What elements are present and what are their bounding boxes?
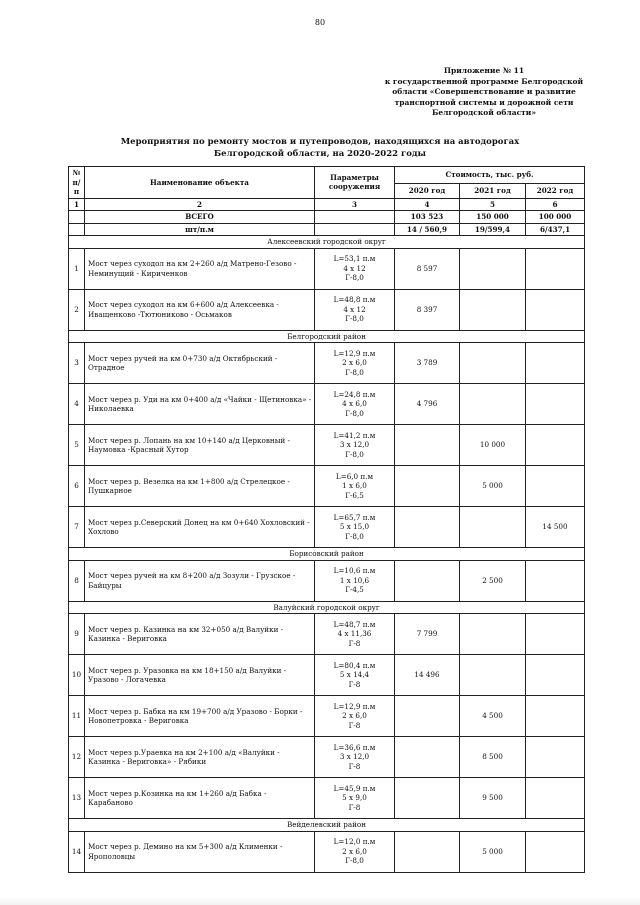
param-line: 2 x 6,0 bbox=[342, 846, 367, 856]
cost-2020 bbox=[395, 466, 460, 507]
object-params bbox=[315, 614, 395, 655]
row-number: 7 bbox=[69, 507, 85, 548]
document-title-line: Белгородской области, на 2020-2022 годы bbox=[213, 149, 427, 159]
table-row bbox=[69, 696, 585, 737]
table-row bbox=[69, 831, 585, 872]
table-row bbox=[69, 614, 585, 655]
bridges-repair-table bbox=[68, 166, 585, 873]
cost-2022 bbox=[526, 425, 585, 466]
param-line: 2 x 6,0 bbox=[342, 711, 367, 721]
cost-2021 bbox=[460, 343, 526, 384]
row-number: 4 bbox=[69, 384, 85, 425]
cost-2022 bbox=[526, 778, 585, 819]
param-line: L=12,9 п.м bbox=[333, 701, 376, 711]
cost-2020: 14 496 bbox=[395, 655, 460, 696]
table-row bbox=[69, 737, 585, 778]
object-name: Мост через р.Северский Донец на км 0+640 Хохловский - Хохлово bbox=[85, 507, 315, 548]
param-line: 5 x 14,4 bbox=[339, 670, 370, 680]
row-number: 8 bbox=[69, 560, 85, 601]
cost-2020: 4 796 bbox=[395, 384, 460, 425]
col-number: 6 bbox=[526, 198, 585, 211]
param-line: L=12,0 п.м bbox=[333, 837, 376, 847]
cost-2021: 5 000 bbox=[460, 466, 526, 507]
object-params bbox=[315, 507, 395, 548]
param-line: L=41,2 п.м bbox=[333, 430, 376, 440]
table-row bbox=[69, 425, 585, 466]
cost-2020: 8 597 bbox=[395, 248, 460, 289]
appendix-header bbox=[384, 66, 584, 119]
object-params bbox=[315, 655, 395, 696]
appendix-line: Белгородской области» bbox=[431, 108, 537, 117]
param-line: L=12,9 п.м bbox=[333, 348, 376, 358]
total-2021: 150 000 bbox=[460, 211, 526, 224]
object-name: Мост через ручей на км 8+200 а/д Зозули - Грузское - Байцуры bbox=[85, 560, 315, 601]
section-row bbox=[69, 601, 585, 614]
param-line: Г-8 bbox=[348, 638, 361, 648]
table-row bbox=[69, 655, 585, 696]
total-2022: 100 000 bbox=[526, 211, 585, 224]
cost-2022 bbox=[526, 614, 585, 655]
object-name: Мост через р. Казинка на км 32+050 а/д Валуйки - Казинка - Вериговка bbox=[85, 614, 315, 655]
appendix-line: к государственной программе Белгородской bbox=[384, 76, 584, 86]
object-name: Мост через р. Демино на км 5+300 а/д Клименки - Ярополовцы bbox=[85, 831, 315, 872]
param-line: 3 x 12,0 bbox=[339, 752, 370, 762]
section-title: Белгородский район bbox=[69, 330, 585, 343]
cost-2022 bbox=[526, 248, 585, 289]
row-number: 13 bbox=[69, 778, 85, 819]
col-number: 4 bbox=[395, 198, 460, 211]
cost-2022 bbox=[526, 343, 585, 384]
header-2021: 2021 год bbox=[460, 183, 526, 198]
cost-2021: 4 500 bbox=[460, 696, 526, 737]
header-cost: Стоимость, тыс. руб. bbox=[395, 167, 585, 184]
appendix-line: области «Совершенствование и развитие bbox=[392, 87, 576, 96]
param-line: 4 x 11,36 bbox=[337, 629, 372, 639]
param-line: 1 x 10,6 bbox=[339, 575, 370, 585]
cost-2021 bbox=[460, 289, 526, 330]
section-title: Алексеевский городской округ bbox=[69, 236, 585, 249]
param-line: Г-8,0 bbox=[345, 856, 364, 866]
col-number: 1 bbox=[69, 198, 85, 211]
param-line: L=45,9 п.м bbox=[333, 783, 376, 793]
cost-2021 bbox=[460, 248, 526, 289]
scan-edge bbox=[0, 897, 640, 905]
cost-2020: 3 789 bbox=[395, 343, 460, 384]
section-row bbox=[69, 236, 585, 249]
param-line: Г-8 bbox=[348, 679, 361, 689]
param-line: L=36,6 п.м bbox=[333, 742, 376, 752]
row-number: 11 bbox=[69, 696, 85, 737]
cost-2022 bbox=[526, 831, 585, 872]
param-line: L=10,6 п.м bbox=[333, 566, 376, 576]
document-title-line: Мероприятия по ремонту мостов и путепроводов, находящихся на автодорогах bbox=[120, 137, 520, 147]
row-number: 6 bbox=[69, 466, 85, 507]
param-line: L=65,7 п.м bbox=[333, 512, 376, 522]
section-title: Вейделевский район bbox=[69, 819, 585, 832]
cost-2021: 8 500 bbox=[460, 737, 526, 778]
cost-2020 bbox=[395, 560, 460, 601]
row-number: 9 bbox=[69, 614, 85, 655]
object-name: Мост через р. Лопань на км 10+140 а/д Церковный - Наумовка -Красный Хутор bbox=[85, 425, 315, 466]
cost-2022: 14 500 bbox=[526, 507, 585, 548]
object-name: Мост через р. Уди на км 0+400 а/д «Чайки - Щетиновка» - Николаевка bbox=[85, 384, 315, 425]
page-number: 80 bbox=[314, 18, 326, 27]
units-2022: 6/437,1 bbox=[526, 223, 585, 236]
param-line: 3 x 12,0 bbox=[339, 440, 370, 450]
param-line: Г-8,0 bbox=[345, 273, 364, 283]
total-label: ВСЕГО bbox=[85, 211, 315, 224]
header-name: Наименование объекта bbox=[85, 167, 315, 199]
param-line: L=6,0 п.м bbox=[335, 471, 374, 481]
param-line: 4 x 12 bbox=[343, 304, 366, 314]
cost-2022 bbox=[526, 696, 585, 737]
units-2021: 19/599,4 bbox=[460, 223, 526, 236]
col-number: 2 bbox=[85, 198, 315, 211]
param-line: 1 x 6,0 bbox=[342, 481, 367, 491]
table-row bbox=[69, 507, 585, 548]
header-2020: 2020 год bbox=[395, 183, 460, 198]
cost-2021: 9 500 bbox=[460, 778, 526, 819]
cost-2020 bbox=[395, 696, 460, 737]
object-params bbox=[315, 343, 395, 384]
param-line: L=48,8 п.м bbox=[333, 295, 376, 305]
param-line: Г-8,0 bbox=[345, 314, 364, 324]
cost-2021 bbox=[460, 384, 526, 425]
document-title bbox=[0, 136, 640, 160]
object-name: Мост через суходол на км 6+600 а/д Алексеевка - Иващенково -Тютюниково - Осьмаков bbox=[85, 289, 315, 330]
object-params bbox=[315, 696, 395, 737]
row-number: 1 bbox=[69, 248, 85, 289]
param-line: L=48,7 п.м bbox=[333, 619, 376, 629]
cost-2020 bbox=[395, 737, 460, 778]
table-row bbox=[69, 384, 585, 425]
cost-2021 bbox=[460, 655, 526, 696]
object-name: Мост через ручей на км 0+730 а/д Октябрьский - Отрадное bbox=[85, 343, 315, 384]
param-line: 5 x 15,0 bbox=[339, 522, 370, 532]
section-row bbox=[69, 548, 585, 561]
units-2020: 14 / 560,9 bbox=[395, 223, 460, 236]
cost-2020 bbox=[395, 507, 460, 548]
header-num: № п/п bbox=[69, 167, 85, 199]
row-number: 14 bbox=[69, 831, 85, 872]
cost-2021: 5 000 bbox=[460, 831, 526, 872]
row-number: 5 bbox=[69, 425, 85, 466]
object-params bbox=[315, 289, 395, 330]
total-row bbox=[69, 211, 585, 224]
section-row bbox=[69, 819, 585, 832]
cost-2022 bbox=[526, 560, 585, 601]
units-row bbox=[69, 223, 585, 236]
row-number: 10 bbox=[69, 655, 85, 696]
object-params bbox=[315, 560, 395, 601]
table-row bbox=[69, 248, 585, 289]
table-row bbox=[69, 466, 585, 507]
cost-2022 bbox=[526, 384, 585, 425]
cost-2020 bbox=[395, 425, 460, 466]
param-line: Г-8,0 bbox=[345, 408, 364, 418]
total-2020: 103 523 bbox=[395, 211, 460, 224]
header-params: Параметры сооружения bbox=[315, 167, 395, 199]
param-line: Г-8,0 bbox=[345, 531, 364, 541]
param-line: 4 x 6,0 bbox=[342, 399, 367, 409]
param-line: 2 x 6,0 bbox=[342, 358, 367, 368]
table-row bbox=[69, 560, 585, 601]
param-line: Г-8 bbox=[348, 802, 361, 812]
table-row bbox=[69, 289, 585, 330]
object-name: Мост через р.Ураевка на км 2+100 а/д «Валуйки - Казинка - Вериговка» - Рябики bbox=[85, 737, 315, 778]
object-params bbox=[315, 778, 395, 819]
appendix-line: транспортной системы и дорожной сети bbox=[394, 97, 574, 107]
cost-2020: 8 397 bbox=[395, 289, 460, 330]
param-line: 5 x 9,0 bbox=[342, 793, 367, 803]
row-number: 2 bbox=[69, 289, 85, 330]
table-row bbox=[69, 778, 585, 819]
appendix-line: Приложение № 11 bbox=[443, 66, 525, 75]
object-params bbox=[315, 425, 395, 466]
param-line: Г-8 bbox=[348, 761, 361, 771]
object-params bbox=[315, 831, 395, 872]
cost-2021: 10 000 bbox=[460, 425, 526, 466]
cost-2021 bbox=[460, 507, 526, 548]
object-name: Мост через р. Уразовка на км 18+150 а/д Валуйки - Уразово - Логачевка bbox=[85, 655, 315, 696]
param-line: L=80,4 п.м bbox=[333, 660, 376, 670]
object-name: Мост через суходол на км 2+260 а/д Матрено-Гезово - Неминущий - Кириченков bbox=[85, 248, 315, 289]
param-line: Г-6,5 bbox=[345, 490, 364, 500]
cost-2022 bbox=[526, 466, 585, 507]
units-label: шт/п.м bbox=[85, 223, 315, 236]
row-number: 12 bbox=[69, 737, 85, 778]
col-number: 5 bbox=[460, 198, 526, 211]
object-params bbox=[315, 248, 395, 289]
row-number: 3 bbox=[69, 343, 85, 384]
param-line: L=53,1 п.м bbox=[333, 254, 376, 264]
cost-2022 bbox=[526, 655, 585, 696]
cost-2021 bbox=[460, 614, 526, 655]
col-number: 3 bbox=[315, 198, 395, 211]
param-line: L=24,8 п.м bbox=[333, 389, 376, 399]
table-row bbox=[69, 343, 585, 384]
object-name: Мост через р.Козинка на км 1+260 а/д Бабка - Карабаново bbox=[85, 778, 315, 819]
cost-2021: 2 500 bbox=[460, 560, 526, 601]
cost-2022 bbox=[526, 289, 585, 330]
header-2022: 2022 год bbox=[526, 183, 585, 198]
section-title: Валуйский городской округ bbox=[69, 601, 585, 614]
section-row bbox=[69, 330, 585, 343]
object-name: Мост через р. Бабка на км 19+700 а/д Уразово - Борки - Новопетровка - Вериговка bbox=[85, 696, 315, 737]
object-params bbox=[315, 384, 395, 425]
section-title: Борисовский район bbox=[69, 548, 585, 561]
cost-2020 bbox=[395, 778, 460, 819]
cost-2022 bbox=[526, 737, 585, 778]
object-params bbox=[315, 737, 395, 778]
object-name: Мост через р. Везелка на км 1+800 а/д Стрелецкое - Пушкарное bbox=[85, 466, 315, 507]
cost-2020: 7 799 bbox=[395, 614, 460, 655]
object-params bbox=[315, 466, 395, 507]
cost-2020 bbox=[395, 831, 460, 872]
param-line: Г-8,0 bbox=[345, 367, 364, 377]
param-line: Г-4,5 bbox=[345, 585, 364, 595]
param-line: Г-8,0 bbox=[345, 449, 364, 459]
param-line: Г-8 bbox=[348, 720, 361, 730]
param-line: 4 x 12 bbox=[343, 263, 366, 273]
